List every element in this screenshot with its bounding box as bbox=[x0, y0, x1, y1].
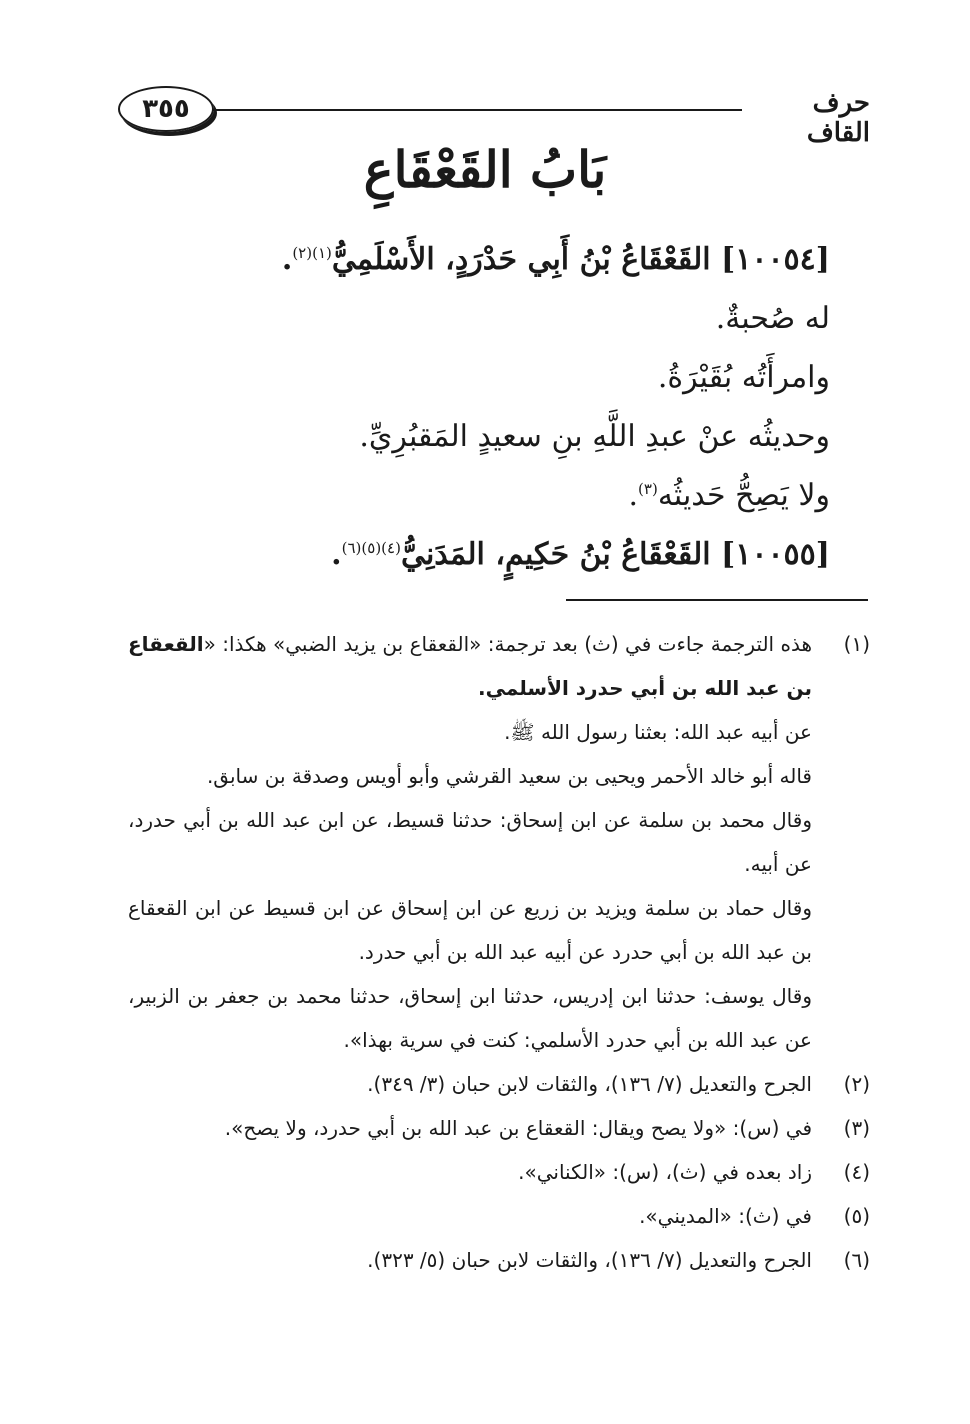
header-rule bbox=[212, 109, 742, 111]
entry-open-bracket: [ bbox=[815, 242, 830, 277]
footnote-paragraph: وقال يوسف: حدثنا ابن إدريس، حدثنا ابن إسحاق، حدثنا محمد بن جعفر بن الزبير، عن عبد الله بن أبي حدرد الأسلمي: كنت في سرية بهذا». bbox=[128, 984, 812, 1052]
footnote-number: (٥) bbox=[843, 1204, 870, 1228]
footnote bbox=[128, 1238, 870, 1282]
footnote-number: (١) bbox=[843, 632, 870, 656]
footnote bbox=[128, 1062, 870, 1106]
running-title: حرف القاف bbox=[806, 88, 870, 148]
entry-name: القَعْقَاعُ بْنُ أَبِي حَدْرَدٍ، الأَسْلَمِيُّ bbox=[331, 242, 711, 277]
footnote-paragraph: عن أبيه عبد الله: بعثنا رسول الله ﷺ. bbox=[504, 720, 812, 744]
entry-close-bracket: ] bbox=[721, 537, 736, 572]
footnote-paragraph bbox=[128, 622, 812, 710]
page-number: ٣٥٥ bbox=[118, 86, 214, 132]
text-line: وحديثُه عنْ عبدِ اللَّهِ بنِ سعيدٍ المَقبُرِيِّ. bbox=[359, 419, 830, 454]
text-line-end: . bbox=[628, 478, 639, 513]
footnote-text: . bbox=[477, 676, 486, 700]
footnote-text: في (ث): «المديني». bbox=[639, 1204, 812, 1228]
text-line bbox=[110, 466, 830, 525]
entry-close-bracket: ] bbox=[721, 242, 736, 277]
footnotes bbox=[128, 622, 870, 1282]
footnote bbox=[128, 1194, 870, 1238]
footnote bbox=[128, 1106, 870, 1150]
entry-number: ١٠٠٥٤ bbox=[735, 242, 816, 277]
chapter-title: بَابُ القَعْقَاعِ bbox=[363, 140, 607, 199]
entry-10055 bbox=[110, 525, 830, 584]
footnote-paragraph: قاله أبو خالد الأحمر ويحيى بن سعيد القرشي وأبو أويس وصدقة بن سابق. bbox=[206, 764, 812, 788]
footnote-text: الجرح والتعديل (٧/ ١٣٦)، والثقات لابن حبان (٥/ ٣٢٣). bbox=[367, 1248, 812, 1272]
footnote-bold-text: القعقاع بن عبد الله بن أبي حدرد الأسلمي bbox=[128, 632, 812, 700]
footnote-refs[interactable]: (٤)(٥)(٦) bbox=[341, 539, 401, 557]
footnote-number: (٢) bbox=[843, 1072, 870, 1096]
footnote-text: زاد بعده في (ث)، (س): «الكناني». bbox=[518, 1160, 812, 1184]
footnote-refs[interactable]: (١)(٢) bbox=[292, 244, 332, 262]
page-header bbox=[118, 86, 870, 148]
footnote-ref[interactable]: (٣) bbox=[638, 480, 658, 498]
entry-number: ١٠٠٥٥ bbox=[735, 537, 816, 572]
footnote-number: (٣) bbox=[843, 1116, 870, 1140]
text-line: له صُحبةٌ. bbox=[715, 301, 830, 336]
footnote-text: في (س): «ولا يصح ويقال: القعقاع بن عبد الله بن أبي حدرد، ولا يصح». bbox=[224, 1116, 812, 1140]
footnote-paragraph: وقال حماد بن سلمة ويزيد بن زريع عن ابن إسحاق عن ابن قسيط عن ابن القعقاع بن عبد الله بن أبي حدرد عن أبيه عبد الله بن أبي حدرد. bbox=[128, 896, 812, 964]
entry-10054 bbox=[110, 230, 830, 289]
text-line-body: ولا يَصِحُّ حَديثُه bbox=[657, 478, 830, 513]
footnote-number: (٤) bbox=[843, 1160, 870, 1184]
entry-open-bracket: [ bbox=[815, 537, 830, 572]
footnote-paragraph: وقال محمد بن سلمة عن ابن إسحاق: حدثنا قسيط، عن ابن عبد الله بن أبي حدرد، عن أبيه. bbox=[128, 808, 812, 876]
entry-name: القَعْقَاعُ بْنُ حَكِيمٍ، المَدَنِيُّ bbox=[400, 537, 711, 572]
footnote-number: (٦) bbox=[843, 1248, 870, 1272]
entry-end-mark: . bbox=[331, 537, 342, 572]
main-text bbox=[110, 230, 830, 584]
footnote-body bbox=[128, 622, 812, 1062]
entry-end-mark: . bbox=[281, 242, 293, 277]
footnote-text: الجرح والتعديل (٧/ ١٣٦)، والثقات لابن حبان (٣/ ٣٤٩). bbox=[367, 1072, 812, 1096]
footnote bbox=[128, 1150, 870, 1194]
footnote-text: هذه الترجمة جاءت في (ث) بعد ترجمة: «القعقاع بن يزيد الضبي» هكذا: « bbox=[203, 632, 812, 656]
text-line: وامرأَتُه بُقَيْرَةُ. bbox=[657, 360, 830, 395]
footnote-separator bbox=[566, 599, 868, 601]
footnote bbox=[128, 622, 870, 1062]
